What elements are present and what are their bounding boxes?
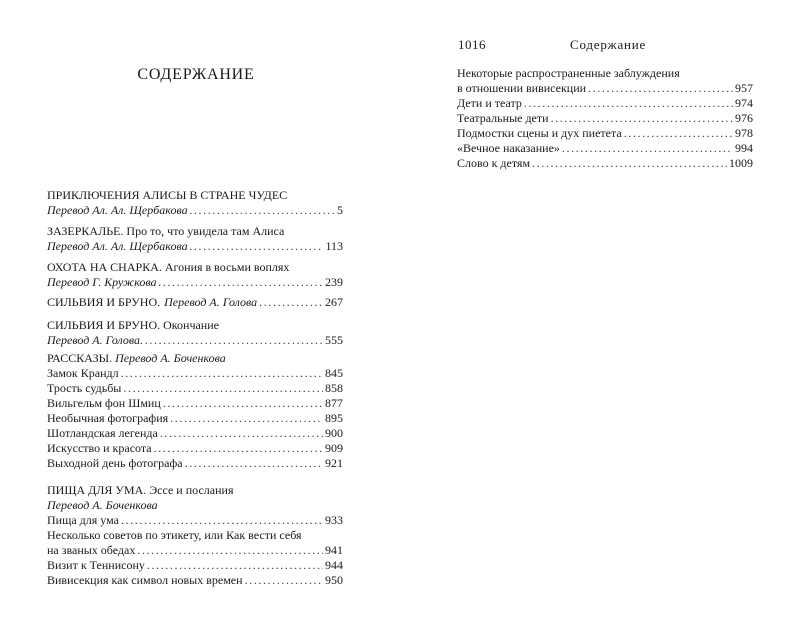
page-number: 909 [325,441,343,455]
page-number: 845 [325,366,343,380]
item-title: Визит к Теннисону [47,558,145,572]
page-number: 933 [325,513,343,527]
page-number: 941 [325,543,343,557]
toc-item[interactable] [47,513,343,528]
dot-leader [524,96,733,111]
section-head: СИЛЬВИЯ И БРУНО. Окончание [47,318,219,332]
toc-item[interactable] [47,396,343,411]
dot-leader [190,203,335,218]
item-title: Необычная фотография [47,411,169,425]
toc-item[interactable] [47,381,343,396]
dot-leader [245,573,323,588]
page-number: 877 [325,396,343,410]
page-number: 974 [735,96,753,110]
dot-leader [588,81,733,96]
page-number: 267 [325,295,343,309]
translator: Перевод А. Боченкова [115,351,226,365]
toc-entry-looking-glass[interactable] [47,224,343,254]
dot-leader [190,239,324,254]
toc-section-essays [47,483,343,588]
page-number: 900 [325,426,343,440]
item-title: Театральные дети [457,111,549,125]
toc-section-stories [47,351,343,471]
item-title: Искусство и красота [47,441,152,455]
translator: Перевод А. Голова. [47,333,144,347]
toc-item[interactable] [47,528,343,558]
item-title: Слово к детям [457,156,531,170]
page-number: 239 [325,275,343,289]
toc-section-continued [457,66,753,171]
toc-item[interactable] [457,141,753,156]
dot-leader [259,295,323,310]
dot-leader [121,513,323,528]
translator: Перевод Ал. Ал. Щербакова [47,239,188,253]
toc-item[interactable] [47,411,343,426]
section-head: ПРИКЛЮЧЕНИЯ АЛИСЫ В СТРАНЕ ЧУДЕС [47,188,288,202]
item-title: Вивисекция как символ новых времен [47,573,243,587]
page-number: 895 [325,411,343,425]
item-title-line1: Несколько советов по этикету, или Как вести себя [47,528,302,542]
running-title: Содержание [570,37,647,52]
toc-entry-sylvie-bruno[interactable] [47,295,343,310]
toc-entry-sylvie-bruno-concluded[interactable] [47,318,343,348]
toc-item[interactable] [457,156,753,171]
toc-entry-alice[interactable] [47,188,343,218]
toc-item[interactable] [457,126,753,141]
item-title-line1: Некоторые распространенные заблуждения [457,66,680,80]
page-number-header: 1016 [458,37,486,52]
translator: Перевод А. Голова [164,295,258,309]
dot-leader [159,275,324,290]
item-title: Трость судьбы [47,381,122,395]
dot-leader [532,156,727,171]
page-number: 976 [735,111,753,125]
item-title: в отношении вивисекции [457,81,587,95]
page-number: 555 [325,333,343,347]
dot-leader [160,426,323,441]
toc-item[interactable] [457,66,753,96]
section-head: СИЛЬВИЯ И БРУНО. [47,295,161,309]
page-number: 921 [325,456,343,470]
dot-leader [137,543,323,558]
section-head: ОХОТА НА СНАРКА. Агония в восьми воплях [47,260,290,274]
toc-entry-snark[interactable] [47,260,343,290]
section-head: ЗАЗЕРКАЛЬЕ. Про то, что увидела там Алиса [47,224,285,238]
dot-leader [123,381,323,396]
dot-leader [624,126,733,141]
dot-leader [551,111,733,126]
item-title: Вильгельм фон Шмиц [47,396,161,410]
toc-item[interactable] [47,441,343,456]
dot-leader [154,441,323,456]
item-title: «Вечное наказание» [457,141,560,155]
dot-leader [145,333,323,348]
item-title: Подмостки сцены и дух пиетета [457,126,622,140]
translator: Перевод Г. Кружкова [47,275,157,289]
item-title: Дети и театр [457,96,522,110]
dot-leader [562,141,733,156]
page-number: 113 [325,239,343,253]
item-title: на званых обедах [47,543,136,557]
dot-leader [170,411,323,426]
dot-leader [121,366,323,381]
item-title: Пища для ума [47,513,119,527]
right-page [400,0,800,640]
section-head: РАССКАЗЫ. [47,351,113,365]
page-number: 944 [325,558,343,572]
dot-leader [163,396,323,411]
toc-item[interactable] [47,573,343,588]
toc-item[interactable] [457,96,753,111]
translator: Перевод А. Боченкова [47,498,158,512]
dot-leader [147,558,323,573]
page-number: 957 [735,81,753,95]
toc-title: СОДЕРЖАНИЕ [137,66,255,83]
page-number: 858 [325,381,343,395]
section-head: ПИЩА ДЛЯ УМА. Эссе и послания [47,483,234,497]
translator: Перевод Ал. Ал. Щербакова [47,203,188,217]
toc-item[interactable] [457,111,753,126]
item-title: Шотландская легенда [47,426,158,440]
page-number: 5 [337,203,343,217]
page-number: 978 [735,126,753,140]
item-title: Выходной день фотографа [47,456,183,470]
toc-item[interactable] [47,456,343,471]
page-number: 1009 [729,156,753,170]
toc-item[interactable] [47,558,343,573]
toc-item[interactable] [47,426,343,441]
toc-item[interactable] [47,366,343,381]
item-title: Замок Крандл [47,366,119,380]
dot-leader [185,456,323,471]
page-number: 994 [735,141,753,155]
page-number: 950 [325,573,343,587]
